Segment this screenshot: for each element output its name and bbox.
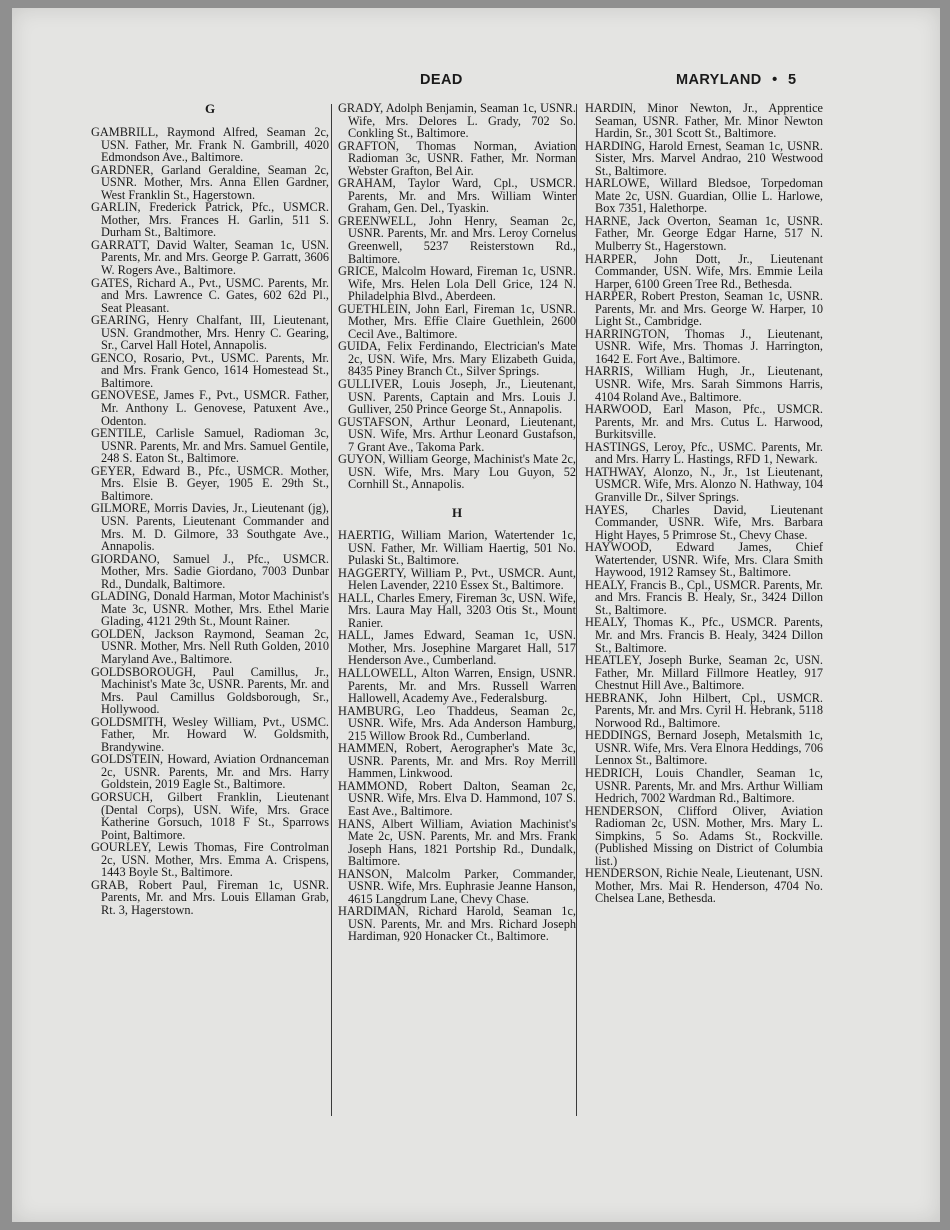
list-item: HENDERSON, Clifford Oliver, Aviation Radioman 2c, USN. Mother, Mrs. Mary L. Simpkins, 5 So. Adams St., Rockville. (Published Missing on District of Columbia list.) (585, 803, 823, 868)
list-item: GAMBRILL, Raymond Alfred, Seaman 2c, USN. Father, Mr. Frank N. Gambrill, 4020 Edmondson Ave., Baltimore. (91, 125, 329, 165)
list-item: GRAHAM, Taylor Ward, Cpl., USMCR. Parents, Mr. and Mrs. William Winter Graham, Gen. Del., Tyaskin. (338, 176, 576, 216)
list-item: HALL, James Edward, Seaman 1c, USN. Mother, Mrs. Josephine Margaret Hall, 517 Henderson Ave., Cumberland. (338, 628, 576, 668)
list-item: GEYER, Edward B., Pfc., USMCR. Mother, Mrs. Elsie B. Geyer, 1905 E. 29th St., Baltimore. (91, 463, 329, 503)
list-item: GOLDSMITH, Wesley William, Pvt., USMC. Father, Mr. Howard W. Goldsmith, Brandywine. (91, 714, 329, 754)
list-item: GUIDA, Felix Ferdinando, Electrician's Mate 2c, USN. Wife, Mrs. Mary Elizabeth Guida, 8435 Piney Branch Ct., Silver Springs. (338, 339, 576, 379)
column-2 (338, 102, 576, 943)
list-item: HEALY, Thomas K., Pfc., USMCR. Parents, Mr. and Mrs. Francis B. Healy, 3424 Dillon St., Baltimore. (585, 615, 823, 655)
page-number: 5 (788, 72, 797, 88)
column-1 (91, 102, 329, 916)
list-item: HAMBURG, Leo Thaddeus, Seaman 2c, USNR. Wife, Mrs. Ada Anderson Hamburg, 215 Willow Brook Rd., Cumberland. (338, 703, 576, 743)
list-item: GUYON, William George, Machinist's Mate 2c, USN. Wife, Mrs. Mary Lou Guyon, 52 Cornhill St., Annapolis. (338, 452, 576, 492)
list-item: HEDDINGS, Bernard Joseph, Metalsmith 1c, USNR. Wife, Mrs. Vera Elnora Heddings, 706 Lennox St., Baltimore. (585, 728, 823, 768)
list-item: GULLIVER, Louis Joseph, Jr., Lieutenant, USN. Parents, Captain and Mrs. Louis J. Gulliver, 250 Prince George St., Annapolis. (338, 377, 576, 417)
list-item: HAMMEN, Robert, Aerographer's Mate 3c, USNR. Parents, Mr. and Mrs. Roy Merrill Hammen, Linkwood. (338, 741, 576, 781)
column-divider (576, 104, 577, 1116)
list-item: GUETHLEIN, John Earl, Fireman 1c, USNR. Mother, Mrs. Effie Claire Guethlein, 2600 Cecil Ave., Baltimore. (338, 301, 576, 341)
list-item: HARWOOD, Earl Mason, Pfc., USMCR. Parents, Mr. and Mrs. Cutus L. Harwood, Burkitsville. (585, 402, 823, 442)
letter-heading-h: H (451, 504, 463, 520)
list-item: GILMORE, Morris Davies, Jr., Lieutenant (jg), USN. Parents, Lieutenant Commander and Mrs. M. D. Gilmore, 33 Southgate Ave., Annapolis. (91, 501, 329, 554)
list-item: GENOVESE, James F., Pvt., USMCR. Father, Mr. Anthony L. Genovese, Patuxent Ave., Odenton. (91, 388, 329, 428)
list-item: HEDRICH, Louis Chandler, Seaman 1c, USNR. Parents, Mr. and Mrs. Arthur William Hedrich, 7002 Wardman Rd., Baltimore. (585, 765, 823, 806)
list-item: HARDIMAN, Richard Harold, Seaman 1c, USN. Parents, Mr. and Mrs. Richard Joseph Hardiman, 920 Honacker Ct., Baltimore. (338, 904, 576, 944)
list-item: GEARING, Henry Chalfant, III, Lieutenant, USN. Grandmother, Mrs. Henry C. Gearing, Sr., Carvel Hall Hotel, Annapolis. (91, 313, 329, 353)
list-item: GREENWELL, John Henry, Seaman 2c, USNR. Parents, Mr. and Mrs. Leroy Cornelus Greenwell, 5237 Reisterstown Rd., Baltimore. (338, 213, 576, 266)
letter-heading-g: G (204, 101, 216, 116)
list-item: GUSTAFSON, Arthur Leonard, Lieutenant, USN. Wife, Mrs. Arthur Leonard Gustafson, 7 Grant Ave., Takoma Park. (338, 414, 576, 454)
list-item: GATES, Richard A., Pvt., USMC. Parents, Mr. and Mrs. Lawrence C. Gates, 602 62d Pl., Seat Pleasant. (91, 275, 329, 315)
list-item: GARLIN, Frederick Patrick, Pfc., USMCR. Mother, Mrs. Frances H. Garlin, 511 S. Durham St., Baltimore. (91, 200, 329, 240)
list-item: GRAB, Robert Paul, Fireman 1c, USNR. Parents, Mr. and Mrs. Louis Ellaman Grab, Rt. 3, Hagerstown. (91, 877, 329, 917)
running-head (676, 72, 802, 88)
list-item: HARPER, Robert Preston, Seaman 1c, USNR. Parents, Mr. and Mrs. George W. Harper, 10 Light St., Cambridge. (585, 289, 823, 329)
bullet-icon: • (772, 72, 778, 88)
list-item: HAGGERTY, William P., Pvt., USMCR. Aunt, Helen Lavender, 2210 Essex St., Baltimore. (338, 565, 576, 593)
list-item: GRAFTON, Thomas Norman, Aviation Radioman 3c, USNR. Father, Mr. Norman Webster Grafton, Bel Air. (338, 138, 576, 178)
list-item: HAYWOOD, Edward James, Chief Watertender, USNR. Wife, Mrs. Clara Smith Haywood, 1912 Ramsey St., Baltimore. (585, 540, 823, 580)
list-item: HARLOWE, Willard Bledsoe, Torpedoman Mate 2c, USN. Guardian, Ollie L. Harlowe, Box 7351, Halethorpe. (585, 176, 823, 216)
list-item: HAMMOND, Robert Dalton, Seaman 2c, USNR. Wife, Mrs. Elva D. Hammond, 107 S. East Ave., Baltimore. (338, 778, 576, 818)
list-item: HALL, Charles Emery, Fireman 3c, USN. Wife, Mrs. Laura May Hall, 3203 Otis St., Mount Ranier. (338, 590, 576, 630)
list-item: GARDNER, Garland Geraldine, Seaman 2c, USNR. Mother, Mrs. Anna Ellen Gardner, West Franklin St., Hagerstown. (91, 162, 329, 202)
list-item: GARRATT, David Walter, Seaman 1c, USN. Parents, Mr. and Mrs. George P. Garratt, 3606 W. Rogers Ave., Baltimore. (91, 237, 329, 278)
list-item: GRADY, Adolph Benjamin, Seaman 1c, USNR. Wife, Mrs. Delores L. Grady, 702 So. Conkling St., Baltimore. (338, 101, 576, 141)
list-item: HALLOWELL, Alton Warren, Ensign, USNR. Parents, Mr. and Mrs. Russell Warren Hallowell, Academy Ave., Federalsburg. (338, 665, 576, 706)
list-item: GENCO, Rosario, Pvt., USMC. Parents, Mr. and Mrs. Frank Genco, 1614 Homestead St., Baltimore. (91, 350, 329, 390)
list-item: HARDING, Harold Ernest, Seaman 1c, USNR. Sister, Mrs. Marvel Andrao, 210 Westwood St., Baltimore. (585, 138, 823, 178)
page-header (12, 72, 940, 94)
list-item: HENDERSON, Richie Neale, Lieutenant, USN. Mother, Mrs. Mai R. Henderson, 4704 No. Chelsea Lane, Bethesda. (585, 866, 823, 906)
list-item: GLADING, Donald Harman, Motor Machinist's Mate 3c, USNR. Mother, Mrs. Ethel Marie Glading, 4121 29th St., Mount Rainer. (91, 589, 329, 629)
list-item: HARNE, Jack Overton, Seaman 1c, USNR. Father, Mr. George Edgar Harne, 517 N. Mulberry St., Hagerstown. (585, 213, 823, 254)
list-item: GENTILE, Carlisle Samuel, Radioman 3c, USNR. Parents, Mr. and Mrs. Samuel Gentile, 248 S. Eaton St., Baltimore. (91, 426, 329, 466)
list-item: HARPER, John Dott, Jr., Lieutenant Commander, USN. Wife, Mrs. Emmie Leila Harper, 6100 Green Tree Rd., Bethesda. (585, 251, 823, 291)
list-item: GOURLEY, Lewis Thomas, Fire Controlman 2c, USN. Mother, Mrs. Emma A. Crispens, 1443 Boyle St., Baltimore. (91, 840, 329, 880)
list-item: HANS, Albert William, Aviation Machinist's Mate 2c, USN. Parents, Mr. and Mrs. Frank Joseph Hans, 1821 Portship Rd., Dundalk, Baltimore. (338, 816, 576, 869)
section-title: DEAD (420, 72, 463, 88)
list-item: HANSON, Malcolm Parker, Commander, USNR. Wife, Mrs. Euphrasie Jeanne Hanson, 4615 Langdrum Lane, Chevy Chase. (338, 866, 576, 906)
list-item: HEALY, Francis B., Cpl., USMCR. Parents, Mr. and Mrs. Francis B. Healy, Sr., 3424 Dillon St., Baltimore. (585, 577, 823, 617)
list-item: GOLDEN, Jackson Raymond, Seaman 2c, USNR. Mother, Mrs. Nell Ruth Golden, 2010 Maryland Ave., Baltimore. (91, 626, 329, 666)
column-divider (331, 104, 332, 1116)
list-item: GIORDANO, Samuel J., Pfc., USMCR. Mother, Mrs. Sadie Giordano, 7003 Dunbar Rd., Dundalk, Baltimore. (91, 551, 329, 591)
list-item: HAYES, Charles David, Lieutenant Commander, USNR. Wife, Mrs. Barbara Hight Hayes, 5 Primrose St., Chevy Chase. (585, 502, 823, 542)
page (12, 8, 940, 1222)
list-item: HEATLEY, Joseph Burke, Seaman 2c, USN. Father, Mr. Millard Fillmore Heatley, 917 Chestnut Hill Ave., Baltimore. (585, 653, 823, 693)
list-item: HARDIN, Minor Newton, Jr., Apprentice Seaman, USNR. Father, Mr. Minor Newton Hardin, Sr., 301 Scott St., Baltimore. (585, 101, 823, 141)
list-item: HEBRANK, John Hilbert, Cpl., USMCR. Parents, Mr. and Mrs. Cyril H. Hebrank, 5118 Norwood Rd., Baltimore. (585, 690, 823, 730)
list-item: HASTINGS, Leroy, Pfc., USMC. Parents, Mr. and Mrs. Harry L. Hastings, RFD 1, Newark. (585, 439, 823, 467)
list-item: HARRIS, William Hugh, Jr., Lieutenant, USNR. Wife, Mrs. Sarah Simmons Harris, 4104 Roland Ave., Baltimore. (585, 364, 823, 404)
list-item: HAERTIG, William Marion, Watertender 1c, USN. Father, Mr. William Haertig, 501 No. Pulaski St., Baltimore. (338, 527, 576, 568)
list-item: GRICE, Malcolm Howard, Fireman 1c, USNR. Wife, Mrs. Helen Lola Dell Grice, 124 N. Philadelphia Blvd., Aberdeen. (338, 264, 576, 304)
list-item: GORSUCH, Gilbert Franklin, Lieutenant (Dental Corps), USN. Wife, Mrs. Grace Katherine Gorsuch, 1018 F St., Sparrows Point, Baltimore. (91, 789, 329, 842)
list-item: HARRINGTON, Thomas J., Lieutenant, USNR. Wife, Mrs. Thomas J. Harrington, 1642 E. Fort Ave., Baltimore. (585, 326, 823, 366)
state-name: MARYLAND (676, 72, 762, 88)
column-3 (585, 102, 823, 905)
list-item: GOLDSTEIN, Howard, Aviation Ordnanceman 2c, USNR. Parents, Mr. and Mrs. Harry Goldstein, 2019 Eagle St., Baltimore. (91, 752, 329, 792)
list-item: GOLDSBOROUGH, Paul Camillus, Jr., Machinist's Mate 3c, USNR. Parents, Mr. and Mrs. Paul Camillus Goldsborough, Sr., Hollywood. (91, 664, 329, 717)
list-item: HATHWAY, Alonzo, N., Jr., 1st Lieutenant, USMCR. Wife, Mrs. Alonzo N. Hathway, 104 Granville Dr., Silver Springs. (585, 464, 823, 504)
